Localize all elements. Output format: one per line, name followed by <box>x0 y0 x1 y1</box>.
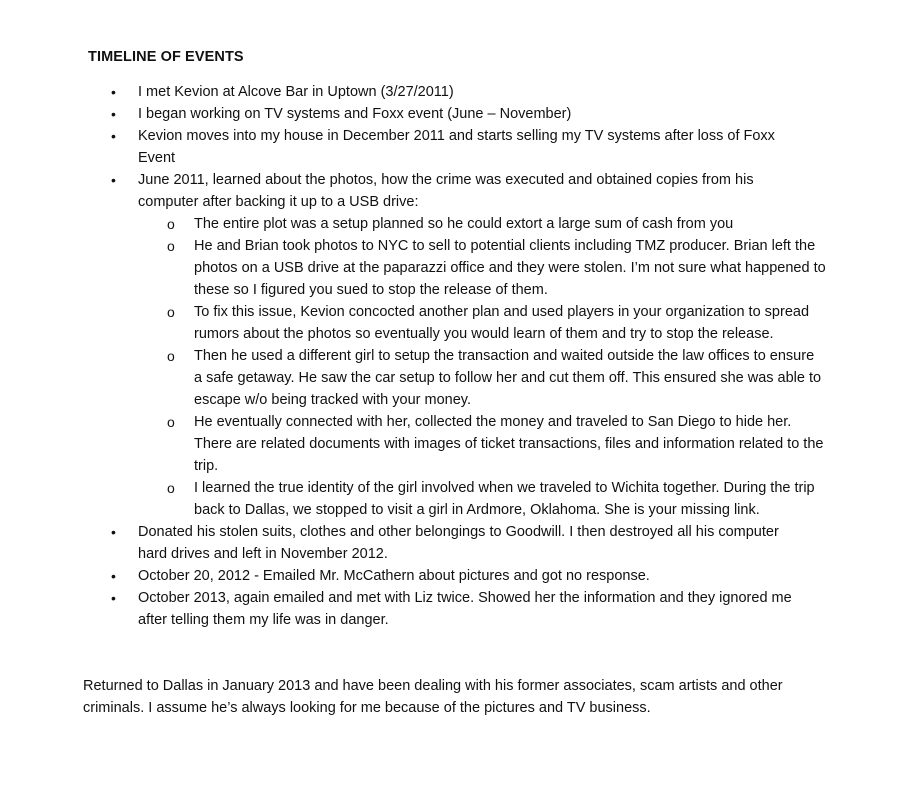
sub-list-item <box>138 235 826 301</box>
list-item <box>0 103 798 125</box>
sub-list-item <box>138 411 826 477</box>
sub-list-item-text: I learned the true identity of the girl involved when we traveled to Wichita together. During the trip back to Dallas, we stopped to visit a girl in Ardmore, Oklahoma. She is your missing link. <box>194 480 815 518</box>
sub-list-item <box>138 213 826 235</box>
sub-bullet-icon: o <box>167 304 175 320</box>
sub-list <box>138 213 826 521</box>
list-item <box>0 169 826 521</box>
sub-list-item <box>138 345 826 411</box>
sub-list-item-text: Then he used a different girl to setup the transaction and waited outside the law offices to ensure a safe getaway. He saw the car setup to follow her and cut them off. This ensured she was able to escape w/o being tracked with your money. <box>194 348 822 408</box>
list-item-text: I met Kevion at Alcove Bar in Uptown (3/27/2011) <box>138 84 454 100</box>
list-item-text: I began working on TV systems and Foxx event (June – November) <box>138 106 572 122</box>
list-item-text: October 2013, again emailed and met with Liz twice. Showed her the information and they ignored me after telling them my life was in danger. <box>138 590 792 628</box>
list-item <box>0 125 798 169</box>
document-title: TIMELINE OF EVENTS <box>88 49 244 65</box>
bullet-icon: • <box>111 590 116 606</box>
sub-list-item <box>138 477 826 521</box>
list-item <box>0 587 798 631</box>
sub-list-item-text: He and Brian took photos to NYC to sell to potential clients including TMZ producer. Brian left the photos on a USB drive at the paparazzi office and they were stolen. I’m not sure what happened to these so I figured you sued to stop the release of them. <box>194 238 826 298</box>
sub-bullet-icon: o <box>167 480 175 496</box>
bullet-icon: • <box>111 524 116 540</box>
list-item-text: June 2011, learned about the photos, how the crime was executed and obtained copies from his computer after backing it up to a USB drive: <box>138 172 754 210</box>
bullet-icon: • <box>111 172 116 188</box>
sub-bullet-icon: o <box>167 348 175 364</box>
list-item-text: Kevion moves into my house in December 2011 and starts selling my TV systems after loss of Foxx Event <box>138 128 775 166</box>
bullet-icon: • <box>111 568 116 584</box>
list-item-text: Donated his stolen suits, clothes and other belongings to Goodwill. I then destroyed all his computer hard drives and left in November 2012. <box>138 524 779 562</box>
list-item-text: October 20, 2012 - Emailed Mr. McCathern about pictures and got no response. <box>138 568 650 584</box>
closing-paragraph: Returned to Dallas in January 2013 and have been dealing with his former associates, scam artists and other criminals. I assume he’s always looking for me because of the pictures and TV business. <box>83 678 783 716</box>
sub-bullet-icon: o <box>167 414 175 430</box>
bullet-icon: • <box>111 84 116 100</box>
sub-list-item-text: To fix this issue, Kevion concocted another plan and used players in your organization to spread rumors about the photos so eventually you would learn of them and try to stop the release. <box>194 304 810 342</box>
timeline-list <box>0 81 900 631</box>
list-item <box>0 565 798 587</box>
list-item <box>0 521 798 565</box>
list-item <box>0 81 798 103</box>
bullet-icon: • <box>111 106 116 122</box>
sub-list-item-text: The entire plot was a setup planned so he could extort a large sum of cash from you <box>194 216 734 232</box>
sub-list-item-text: He eventually connected with her, collected the money and traveled to San Diego to hide her. There are related documents with images of ticket transactions, files and information related to the trip. <box>194 414 824 474</box>
sub-bullet-icon: o <box>167 216 175 232</box>
sub-list-item <box>138 301 826 345</box>
bullet-icon: • <box>111 128 116 144</box>
sub-bullet-icon: o <box>167 238 175 254</box>
